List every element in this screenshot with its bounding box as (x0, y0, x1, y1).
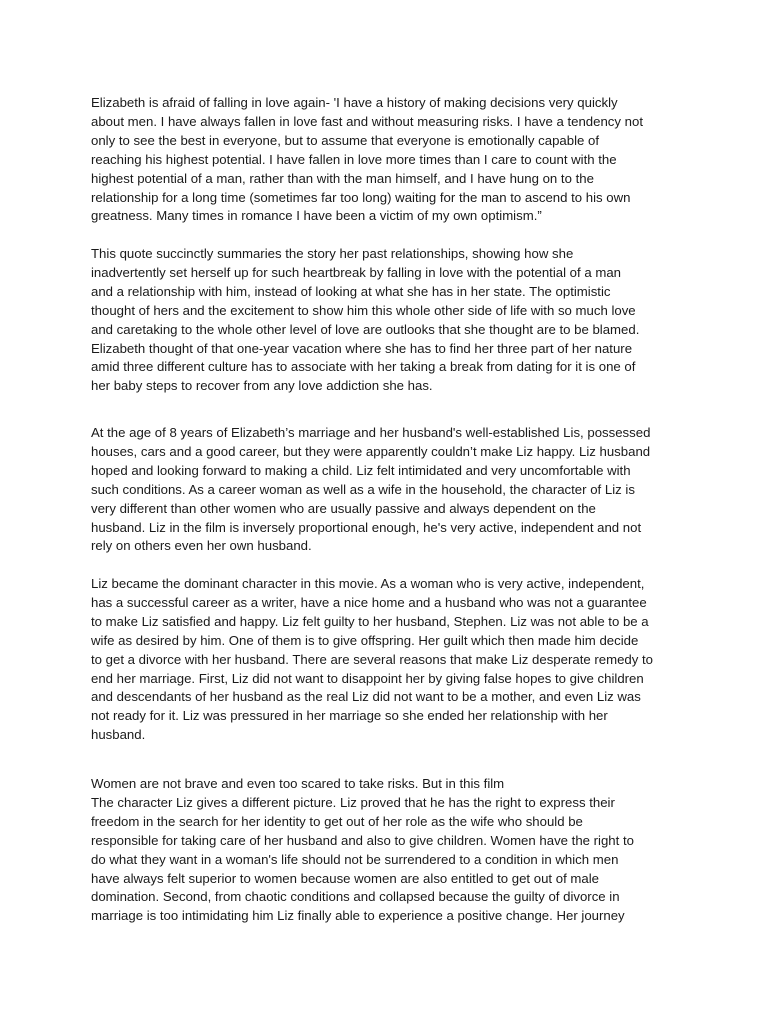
text-line: Women are not brave and even too scared to take risks. But in this film (91, 776, 505, 791)
text-line: At the age of 8 years of Elizabeth’s marriage and her husband's well-established Lis, possessed (91, 425, 651, 440)
text-line: domination. Second, from chaotic conditions and collapsed because the guilty of divorce in (91, 889, 620, 905)
text-line: do what they want in a woman's life should not be surrendered to a condition in which men (91, 851, 619, 867)
text-line: husband. Liz in the film is inversely proportional enough, he's very active, independent and not (91, 519, 642, 535)
text-line: amid three different culture has to associate with her taking a break from dating for it is one of (91, 359, 636, 375)
text-line: relationship for a long time (sometimes far too long) waiting for the man to ascend to his own (91, 189, 631, 205)
text-line: marriage is too intimidating him Liz finally able to experience a positive change. Her journey (91, 908, 625, 924)
text-line: The character Liz gives a different picture. Liz proved that he has the right to express their (91, 794, 615, 810)
text-line: about men. I have always fallen in love fast and without measuring risks. I have a tendency not (91, 113, 643, 129)
text-line: This quote succinctly summaries the story her past relationships, showing how she (91, 246, 574, 261)
text-line: to get a divorce with her husband. There are several reasons that make Liz desperate remedy to (91, 651, 654, 667)
text-line: rely on others even her own husband. (91, 538, 312, 554)
text-line: and a relationship with him, instead of looking at what she has in her state. The optimistic (91, 283, 611, 299)
text-line: hoped and looking forward to making a child. Liz felt intimidated and very uncomfortable with (91, 462, 631, 478)
text-line: end her marriage. First, Liz did not want to disappoint her by giving false hopes to give children (91, 670, 644, 686)
text-line: greatness. Many times in romance I have been a victim of my own optimism.” (91, 208, 542, 224)
paragraph-5 (91, 775, 691, 926)
text-line: freedom in the search for her identity to get out of her role as the wife who should be (91, 813, 583, 829)
text-line: wife as desired by him. One of them is to give offspring. Her guilt which then made him decide (91, 632, 639, 648)
text-line: her baby steps to recover from any love addiction she has. (91, 378, 433, 394)
text-line: only to see the best in everyone, but to assume that everyone is emotionally capable of (91, 132, 600, 148)
paragraph-2 (91, 245, 691, 396)
text-line: not ready for it. Liz was pressured in her marriage so she ended her relationship with her (91, 708, 608, 724)
paragraph-1 (91, 94, 691, 226)
text-line: reaching his highest potential. I have fallen in love more times than I care to count with the (91, 151, 617, 167)
text-line: and caretaking to the whole other level of love are outlooks that she thought are to be blamed. (91, 321, 640, 337)
text-line: and descendants of her husband as the real Liz did not want to be a mother, and even Liz was (91, 689, 641, 705)
text-line: Liz became the dominant character in this movie. As a woman who is very active, independent, (91, 576, 645, 591)
text-line: highest potential of a man, rather than with the man himself, and I have hung on to the (91, 170, 594, 186)
text-line: husband. (91, 727, 146, 743)
text-line: to make Liz satisfied and happy. Liz felt guilty to her husband, Stephen. Liz was not able to be a (91, 613, 649, 629)
text-line: Elizabeth is afraid of falling in love again- 'I have a history of making decisions very quickly (91, 95, 618, 110)
text-line: have always felt superior to women because women are also entitled to get out of male (91, 870, 600, 886)
paragraph-4 (91, 575, 691, 745)
text-line: very different than other women who are usually passive and always dependent on the (91, 500, 596, 516)
text-line: houses, cars and a good career, but they were apparently couldn’t make Liz happy. Liz husband (91, 443, 651, 459)
paragraph-3 (91, 424, 691, 556)
text-line: such conditions. As a career woman as well as a wife in the household, the character of Liz is (91, 481, 635, 497)
text-line: has a successful career as a writer, have a nice home and a husband who was not a guarantee (91, 594, 647, 610)
text-line: responsible for taking care of her husband and also to give children. Women have the right to (91, 832, 634, 848)
text-line: Elizabeth thought of that one-year vacation where she has to find her three part of her nature (91, 340, 633, 356)
text-line: thought of hers and the excitement to show him this whole other side of life with so much love (91, 302, 636, 318)
text-line: inadvertently set herself up for such heartbreak by falling in love with the potential of a man (91, 264, 621, 280)
